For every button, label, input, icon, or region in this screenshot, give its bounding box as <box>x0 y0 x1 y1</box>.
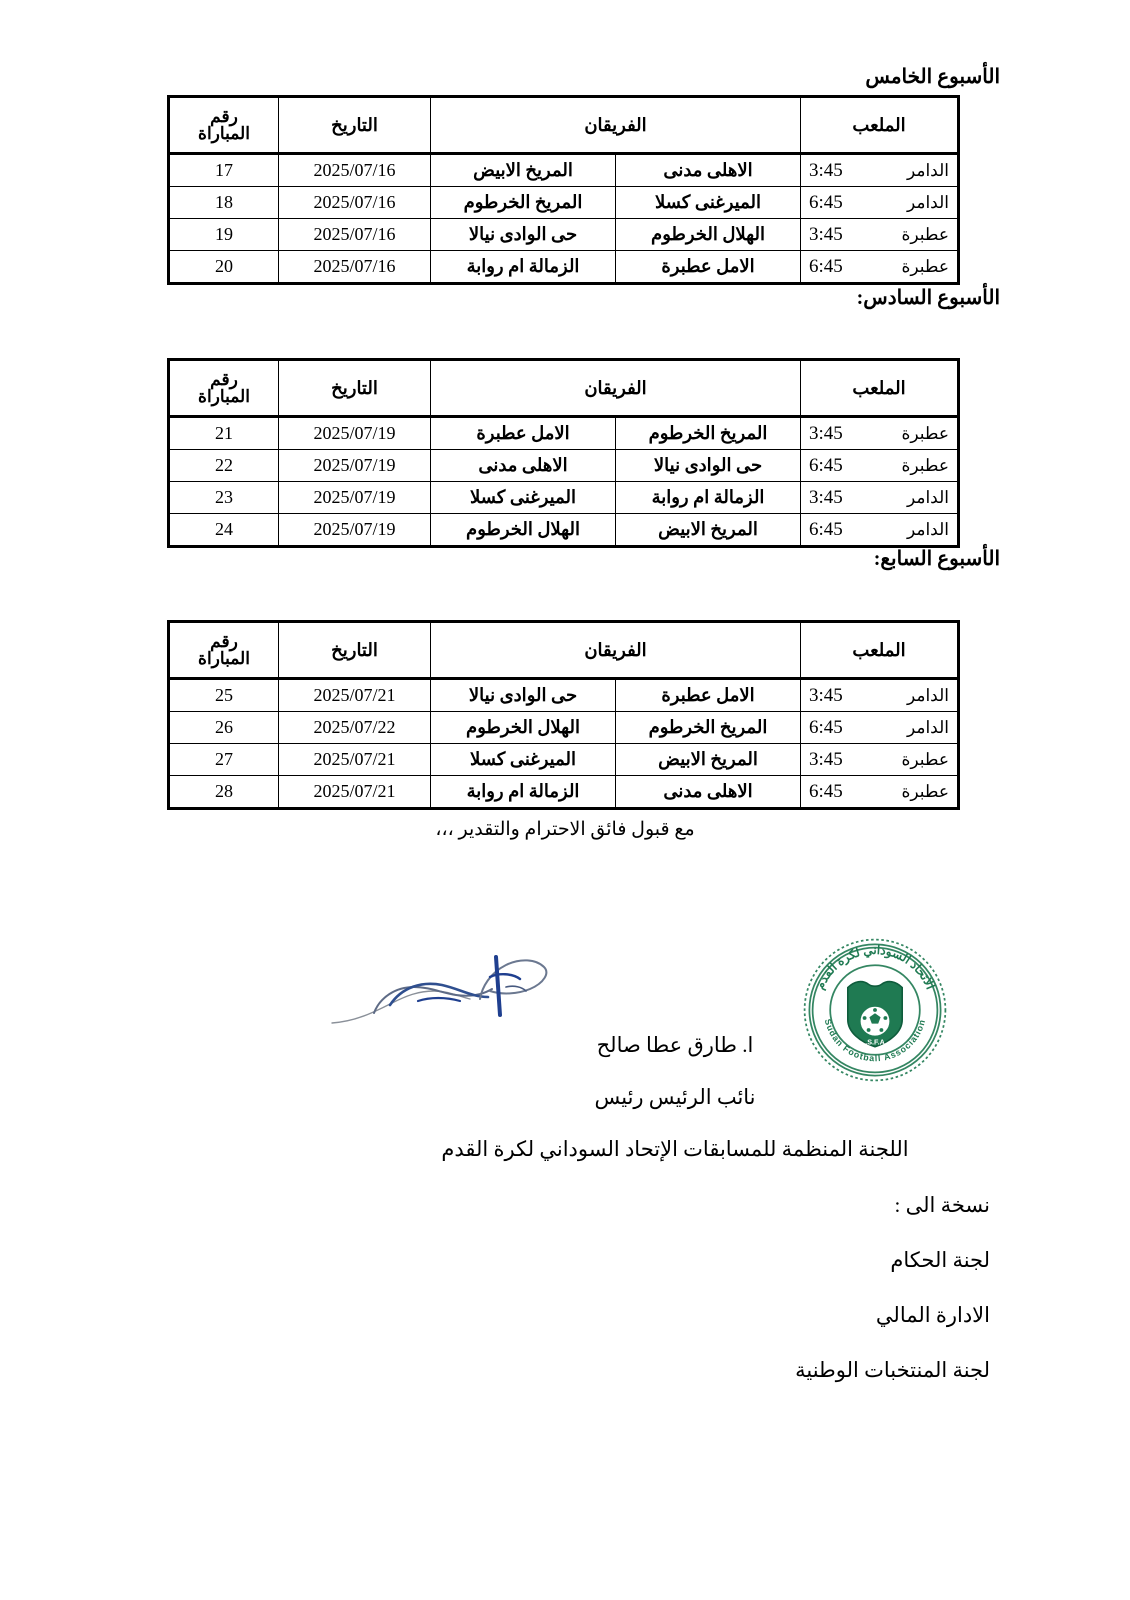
header-venue: الملعب <box>801 360 959 417</box>
cell-match-number: 28 <box>169 776 279 809</box>
cell-venue <box>801 417 959 450</box>
cell-team-b: الاهلى مدنى <box>616 154 801 187</box>
table-row <box>169 482 959 514</box>
cell-team-b: الامل عطبرة <box>616 251 801 284</box>
signature-name-line <box>0 1033 1130 1058</box>
cell-team-b: المريخ الخرطوم <box>616 417 801 450</box>
closing-courtesy-line: مع قبول فائق الاحترام والتقدير ،،، <box>435 819 695 840</box>
cell-match-number: 18 <box>169 187 279 219</box>
match-time: 3:45 <box>809 748 843 770</box>
cell-venue <box>801 450 959 482</box>
header-match-number-line2: المباراة <box>198 387 250 406</box>
cell-venue <box>801 219 959 251</box>
match-time: 6:45 <box>809 454 843 476</box>
table-row <box>169 154 959 187</box>
table-row <box>169 417 959 450</box>
header-date: التاريخ <box>279 97 431 154</box>
cell-team-b: الزمالة ام روابة <box>616 482 801 514</box>
table-row <box>169 712 959 744</box>
match-time: 3:45 <box>809 684 843 706</box>
cell-team-b: الهلال الخرطوم <box>616 219 801 251</box>
match-time: 6:45 <box>809 191 843 213</box>
header-teams: الفريقان <box>431 360 801 417</box>
sfa-official-seal-icon <box>795 930 955 1090</box>
match-time: 6:45 <box>809 518 843 540</box>
cell-venue <box>801 187 959 219</box>
distribution-item-referees: لجنة الحكام <box>890 1248 990 1272</box>
cell-date: 2025/07/16 <box>279 187 431 219</box>
venue-name: عطبرة <box>901 423 949 443</box>
schedule-table-week-7 <box>170 620 960 810</box>
cell-date: 2025/07/16 <box>279 251 431 284</box>
cell-team-a: الهلال الخرطوم <box>431 712 616 744</box>
cell-team-b: المريخ الابيض <box>616 744 801 776</box>
venue-name: الدامر <box>906 192 949 212</box>
distribution-heading: نسخة الى : <box>894 1193 990 1217</box>
cell-date: 2025/07/19 <box>279 450 431 482</box>
distribution-item-finance: الادارة المالي <box>875 1303 990 1327</box>
header-venue: الملعب <box>801 97 959 154</box>
table-row <box>169 776 959 809</box>
week-title-6: الأسبوع السادس: <box>856 287 1000 309</box>
match-table <box>167 358 960 548</box>
match-table <box>167 95 960 285</box>
header-match-number-line1: رقم <box>210 370 238 389</box>
cell-team-a: الزمالة ام روابة <box>431 251 616 284</box>
cell-team-a: الهلال الخرطوم <box>431 514 616 547</box>
header-date: التاريخ <box>279 622 431 679</box>
cell-date: 2025/07/19 <box>279 482 431 514</box>
distribution-item-national-teams: لجنة المنتخبات الوطنية <box>795 1358 990 1382</box>
seal-latin-text: Sudan Football Association <box>822 1017 928 1064</box>
venue-name: عطبرة <box>901 749 949 769</box>
cell-match-number: 20 <box>169 251 279 284</box>
header-match-number-line1: رقم <box>210 107 238 126</box>
cell-date: 2025/07/22 <box>279 712 431 744</box>
table-header-row <box>169 360 959 417</box>
header-match-number <box>169 360 279 417</box>
match-time: 6:45 <box>809 255 843 277</box>
header-date: التاريخ <box>279 360 431 417</box>
venue-name: عطبرة <box>901 781 949 801</box>
cell-venue <box>801 482 959 514</box>
week-title-5: الأسبوع الخامس <box>865 66 1000 88</box>
table-body-week-7 <box>169 679 959 809</box>
table-row <box>169 514 959 547</box>
cell-match-number: 26 <box>169 712 279 744</box>
cell-team-a: المريخ الابيض <box>431 154 616 187</box>
cell-team-b: الميرغنى كسلا <box>616 187 801 219</box>
cell-venue <box>801 776 959 809</box>
table-body-week-5 <box>169 154 959 284</box>
cell-team-a: الميرغنى كسلا <box>431 744 616 776</box>
cell-date: 2025/07/21 <box>279 679 431 712</box>
match-time: 3:45 <box>809 159 843 181</box>
cell-date: 2025/07/21 <box>279 744 431 776</box>
cell-team-b: الامل عطبرة <box>616 679 801 712</box>
header-match-number-line2: المباراة <box>198 649 250 668</box>
seal-arabic-text: الاتحاد السوداني لكرة القدم <box>812 942 938 992</box>
cell-team-b: الاهلى مدنى <box>616 776 801 809</box>
cell-match-number: 24 <box>169 514 279 547</box>
cell-venue <box>801 712 959 744</box>
signature-org-line <box>0 1137 1130 1162</box>
match-time: 3:45 <box>809 422 843 444</box>
signatory-name: ا. طارق عطا صالح <box>596 1033 754 1057</box>
cell-match-number: 23 <box>169 482 279 514</box>
cell-team-b: المريخ الخرطوم <box>616 712 801 744</box>
venue-name: الدامر <box>906 685 949 705</box>
cell-team-b: المريخ الابيض <box>616 514 801 547</box>
match-table <box>167 620 960 810</box>
match-time: 3:45 <box>809 223 843 245</box>
table-header-row <box>169 622 959 679</box>
cell-date: 2025/07/16 <box>279 154 431 187</box>
table-header-row <box>169 97 959 154</box>
cell-team-b: حى الوادى نيالا <box>616 450 801 482</box>
cell-venue <box>801 679 959 712</box>
cell-venue <box>801 744 959 776</box>
venue-name: الدامر <box>906 717 949 737</box>
header-match-number-line1: رقم <box>210 632 238 651</box>
cell-match-number: 25 <box>169 679 279 712</box>
schedule-table-week-6 <box>170 358 960 548</box>
match-time: 3:45 <box>809 486 843 508</box>
handwritten-signature <box>330 935 570 1035</box>
venue-name: عطبرة <box>901 455 949 475</box>
header-teams: الفريقان <box>431 97 801 154</box>
header-venue: الملعب <box>801 622 959 679</box>
cell-team-a: الميرغنى كسلا <box>431 482 616 514</box>
cell-team-a: الزمالة ام روابة <box>431 776 616 809</box>
cell-team-a: الامل عطبرة <box>431 417 616 450</box>
schedule-table-week-5 <box>170 95 960 285</box>
cell-team-a: حى الوادى نيالا <box>431 679 616 712</box>
cell-date: 2025/07/19 <box>279 514 431 547</box>
cell-date: 2025/07/16 <box>279 219 431 251</box>
table-row <box>169 219 959 251</box>
header-match-number <box>169 622 279 679</box>
table-body-week-6 <box>169 417 959 547</box>
cell-date: 2025/07/19 <box>279 417 431 450</box>
venue-name: الدامر <box>906 487 949 507</box>
cell-venue <box>801 154 959 187</box>
cell-match-number: 22 <box>169 450 279 482</box>
week-title-7: الأسبوع السابع: <box>873 548 1000 570</box>
cell-date: 2025/07/21 <box>279 776 431 809</box>
venue-name: عطبرة <box>901 224 949 244</box>
cell-match-number: 21 <box>169 417 279 450</box>
venue-name: عطبرة <box>901 256 949 276</box>
seal-abbreviation: S.F.A. <box>865 1037 885 1047</box>
svg-text:الاتحاد السوداني لكرة القدم <box>812 943 937 992</box>
header-match-number-line2: المباراة <box>198 124 250 143</box>
cell-match-number: 27 <box>169 744 279 776</box>
match-time: 6:45 <box>809 780 843 802</box>
match-time: 6:45 <box>809 716 843 738</box>
signatory-organization: اللجنة المنظمة للمسابقات الإتحاد السوداني لكرة القدم <box>441 1137 909 1161</box>
venue-name: الدامر <box>906 519 949 539</box>
table-row <box>169 744 959 776</box>
signature-role-line <box>0 1085 1130 1110</box>
cell-team-a: الاهلى مدنى <box>431 450 616 482</box>
table-row <box>169 187 959 219</box>
cell-venue <box>801 251 959 284</box>
cell-team-a: حى الوادى نيالا <box>431 219 616 251</box>
venue-name: الدامر <box>906 160 949 180</box>
signatory-role: نائب الرئيس رئيس <box>594 1085 756 1109</box>
header-teams: الفريقان <box>431 622 801 679</box>
table-row <box>169 450 959 482</box>
table-row <box>169 679 959 712</box>
cell-match-number: 17 <box>169 154 279 187</box>
table-row <box>169 251 959 284</box>
cell-match-number: 19 <box>169 219 279 251</box>
header-match-number <box>169 97 279 154</box>
cell-team-a: المريخ الخرطوم <box>431 187 616 219</box>
cell-venue <box>801 514 959 547</box>
